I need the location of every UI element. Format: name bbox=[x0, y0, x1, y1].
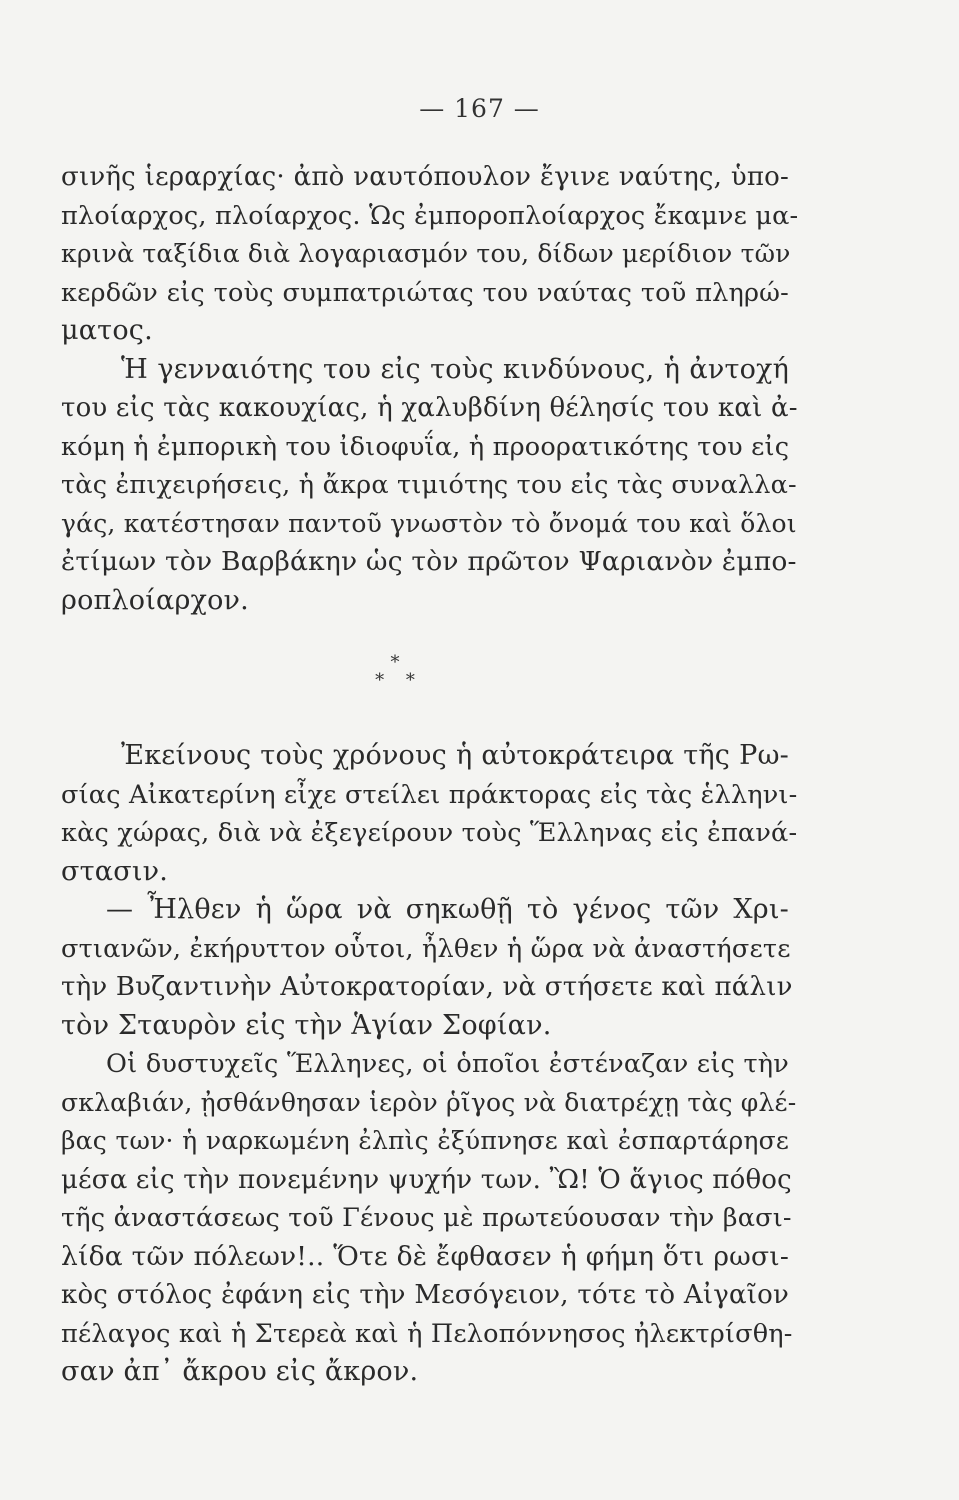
text-line: γάς, κατέστησαν παντοῦ γνωστὸν τὸ ὄνομά του καὶ ὅλοι bbox=[61, 508, 797, 538]
text-line: κερδῶν εἰς τοὺς συμπατριώτας του ναύτας τοῦ πληρώ- bbox=[61, 277, 789, 308]
text-line: στασιν. bbox=[61, 855, 169, 887]
text-line: ἐτίμων τὸν Βαρβάκην ὡς τὸν πρῶτον Ψαριανὸν ἐμπο- bbox=[61, 546, 797, 577]
text-line: — Ἦλθεν ἡ ὥρα νὰ σηκωθῇ τὸ γένος τῶν Χρι- bbox=[106, 894, 789, 925]
asterism-top: * bbox=[390, 652, 400, 673]
text-line: τὴν Βυζαντινὴν Αὐτοκρατορίαν, νὰ στήσετε καὶ πάλιν bbox=[61, 972, 793, 1002]
text-line: σαν ἀπ᾽ ἄκρου εἰς ἄκρον. bbox=[61, 1356, 419, 1387]
text-line: κὸς στόλος ἐφάνη εἰς τὴν Μεσόγειον, τότε τὸ Αἰγαῖον bbox=[61, 1280, 789, 1310]
text-line: κρινὰ ταξίδια διὰ λογαριασμόν του, δίδων μερίδιον τῶν bbox=[61, 239, 791, 268]
asterism-bottom: * * bbox=[375, 670, 423, 691]
text-line: σίας Αἰκατερίνη εἶχε στείλει πράκτορας εἰς τὰς ἑλληνι- bbox=[61, 779, 798, 810]
paragraph-block-2 bbox=[61, 737, 798, 1392]
text-line: σκλαβιάν, ᾐσθάνθησαν ἱερὸν ῥῖγος νὰ διατρέχῃ τὰς φλέ- bbox=[61, 1087, 797, 1117]
text-line: κὰς χώρας, διὰ νὰ ἐξεγείρουν τοὺς Ἕλληνας εἰς ἐπανά- bbox=[61, 818, 798, 848]
text-line: του εἰς τὰς κακουχίας, ἡ χαλυβδίνη θέλησίς του καὶ ἀ- bbox=[61, 393, 798, 423]
text-line: κόμη ἡ ἐμπορικὴ του ἰδιοφυΐα, ἡ προορατικότης του εἰς bbox=[61, 431, 790, 462]
text-line: μέσα εἰς τὴν πονεμένην ψυχήν των. Ὢ! Ὁ ἅγιος πόθος bbox=[61, 1164, 792, 1195]
text-line: ματος. bbox=[61, 315, 153, 346]
text-line: βας των· ἡ ναρκωμένη ἐλπὶς ἐξύπνησε καὶ ἐσπαρτάρησε bbox=[61, 1126, 789, 1155]
text-line: πέλαγος καὶ ἡ Στερεὰ καὶ ἡ Πελοπόννησος ἠλεκτρίσθη- bbox=[61, 1318, 793, 1349]
text-line: λίδα τῶν πόλεων!.. Ὅτε δὲ ἔφθασεν ἡ φήμη ὅτι ρωσι- bbox=[61, 1240, 789, 1272]
text-line: Οἱ δυστυχεῖς Ἕλληνες, οἱ ὁποῖοι ἐστέναζαν εἰς τὴν bbox=[106, 1049, 789, 1079]
text-line: ροπλοίαρχον. bbox=[61, 584, 249, 616]
page-number: — 167 — bbox=[419, 94, 540, 123]
text-line: τὰς ἐπιχειρήσεις, ἡ ἄκρα τιμιότης του εἰς τὰς συναλλα- bbox=[61, 470, 797, 500]
text-line: σινῆς ἱεραρχίας· ἀπὸ ναυτόπουλον ἔγινε ναύτης, ὑπο- bbox=[61, 162, 789, 192]
text-line: στιανῶν, ἐκήρυττον οὗτοι, ἦλθεν ἡ ὥρα νὰ ἀναστήσετε bbox=[61, 933, 791, 964]
text-line: Ἡ γενναιότης του εἰς τοὺς κινδύνους, ἡ ἀντοχή bbox=[121, 353, 789, 385]
paragraph-block-1 bbox=[61, 158, 799, 620]
text-line: τῆς ἀναστάσεως τοῦ Γένους μὲ πρωτεύουσαν τὴν βασι- bbox=[61, 1203, 792, 1233]
text-line: τὸν Σταυρὸν εἰς τὴν Ἁγίαν Σοφίαν. bbox=[61, 1009, 552, 1041]
text-line: πλοίαρχος, πλοίαρχος. Ὡς ἐμποροπλοίαρχος ἔκαμνε μα- bbox=[61, 200, 799, 231]
text-line: Ἐκείνους τοὺς χρόνους ἡ αὐτοκράτειρα τῆς Ρω- bbox=[121, 740, 789, 771]
